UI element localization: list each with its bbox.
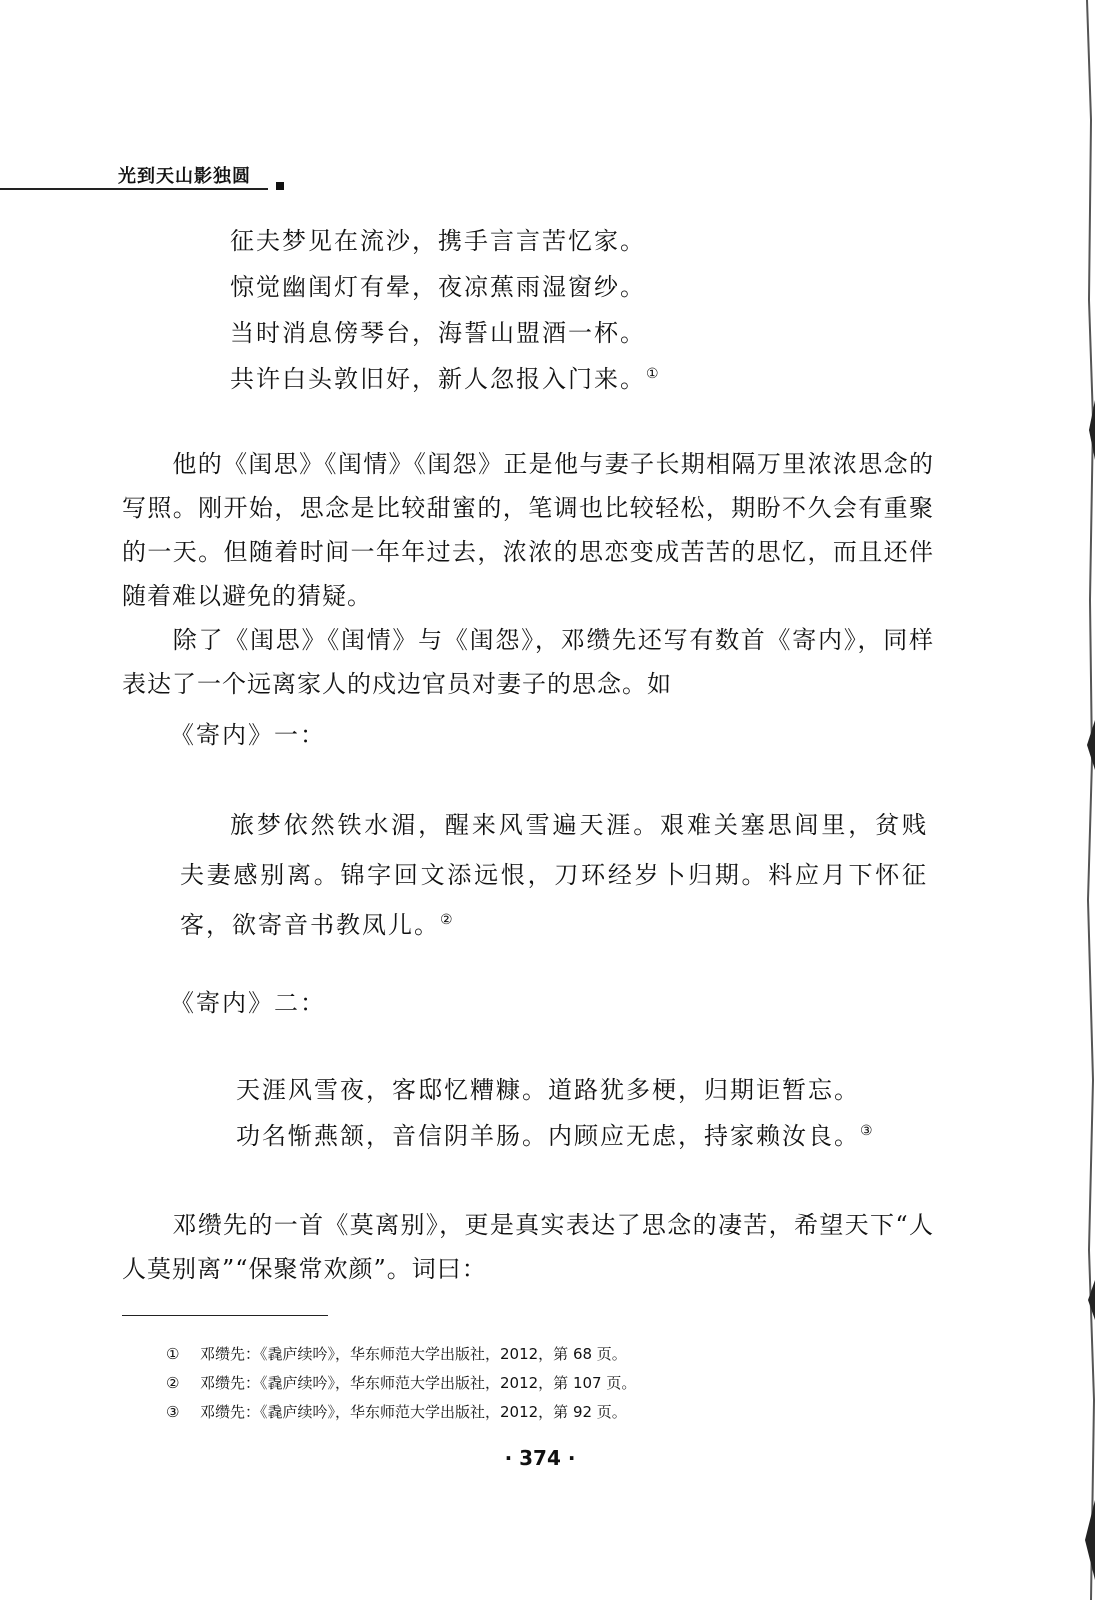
paragraph-3: [122, 1203, 934, 1291]
poem-line: [236, 1113, 875, 1159]
poem-line: 当时消息傍琴台，海誓山盟酒一杯。: [230, 319, 646, 347]
footnote-text: 邓缵先：《毳庐续吟》，华东师范大学出版社，2012，第 107 页。: [200, 1374, 637, 1392]
footnote-item: [166, 1369, 636, 1398]
poem-line-text: 共许白头敦旧好，新人忽报入门来。: [230, 365, 646, 393]
footnote-text: 邓缵先：《毳庐续吟》，华东师范大学出版社，2012，第 92 页。: [200, 1403, 627, 1421]
header-square-mark: [276, 182, 284, 190]
poem-block-1: [230, 218, 661, 402]
page-number: · 374 ·: [504, 1446, 576, 1470]
footnote-number: ②: [166, 1374, 180, 1392]
footnotes: [166, 1340, 636, 1427]
paragraph-text: 除了《闺思》《闺情》与《闺怨》，邓缵先还写有数首《寄内》，同样表达了一个远离家人的戍边官员对妻子的思念。如: [122, 626, 934, 698]
running-header-title: 光到天山影独圆: [118, 166, 251, 187]
poem-line: 天涯风雪夜，客邸忆糟糠。道路犹多梗，归期讵暂忘。: [236, 1076, 860, 1104]
footnote-item: [166, 1398, 636, 1427]
scan-edge-shadow: [1073, 0, 1095, 1600]
poem-line-text: 功名惭燕颔，音信阴羊肠。内顾应无虑，持家赖汝良。: [236, 1122, 860, 1150]
footnote-ref-3: ③: [860, 1123, 875, 1139]
poem-text: 旅梦依然铁水湄，醒来风雪遍天涯。艰难关塞思闾里，贫贱夫妻感别离。锦字回文添远恨，刀环经岁卜归期。料应月下怀征客，欲寄音书教凤儿。: [180, 811, 928, 939]
paragraph-2: [122, 618, 934, 706]
paragraph-text: 他的《闺思》《闺情》《闺怨》正是他与妻子长期相隔万里浓浓思念的写照。刚开始，思念是比较甜蜜的，笔调也比较轻松，期盼不久会有重聚的一天。但随着时间一年年过去，浓浓的思恋变成苦苦的思忆，而且还伴随着难以避免的猜疑。: [122, 450, 934, 610]
poem-line: 惊觉幽闺灯有晕，夜凉蕉雨湿窗纱。: [230, 273, 646, 301]
poem-block-2: [180, 800, 928, 950]
paragraph-text: 邓缵先的一首《莫离别》，更是真实表达了思念的凄苦，希望天下“人人莫别离”“保聚常欢颜”。词曰：: [122, 1211, 934, 1283]
poem-block-3: [236, 1067, 875, 1159]
footnote-text: 邓缵先：《毳庐续吟》，华东师范大学出版社，2012，第 68 页。: [200, 1345, 627, 1363]
poem-line: [230, 356, 661, 402]
footnote-ref-2: ②: [440, 912, 455, 928]
footnote-number: ③: [166, 1403, 180, 1421]
poem-title-jinei-1: 《寄内》一：: [170, 721, 326, 749]
poem-title-jinei-2: 《寄内》二：: [170, 989, 326, 1017]
poem-line: 征夫梦见在流沙，携手言言苦忆家。: [230, 227, 646, 255]
footnote-ref-1: ①: [646, 366, 661, 382]
header-rule: [0, 188, 268, 190]
paragraph-1: [122, 442, 934, 618]
footnote-item: [166, 1340, 636, 1369]
footnote-separator: [122, 1315, 328, 1316]
footnote-number: ①: [166, 1345, 180, 1363]
